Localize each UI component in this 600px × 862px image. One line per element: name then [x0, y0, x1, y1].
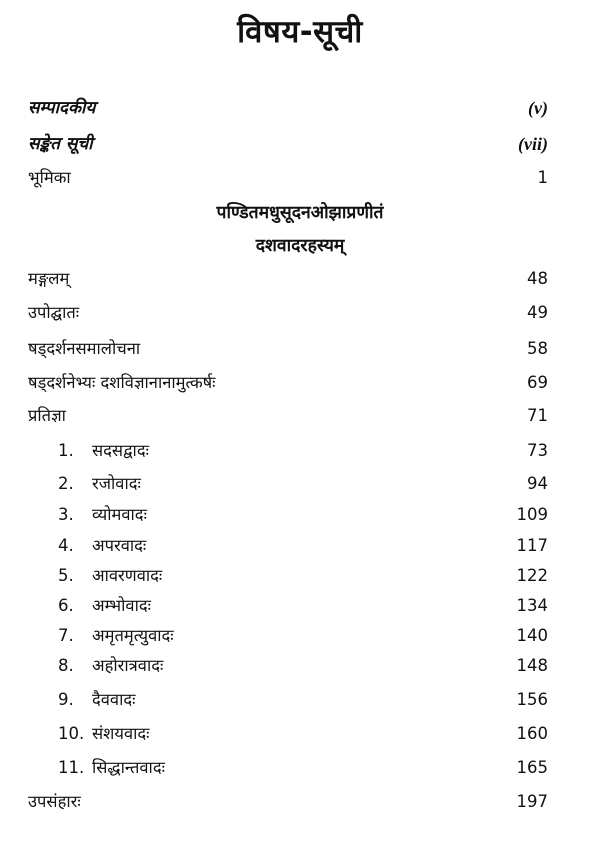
- toc-entry-shaddarshana-samalochana[interactable]: [28, 334, 548, 364]
- toc-entry-label: उपोद्घातः: [28, 303, 80, 322]
- toc-entry-label: सदसद्वादः: [92, 441, 149, 460]
- toc-entry-bhumika[interactable]: [28, 163, 548, 193]
- toc-entry-label: संशयवादः: [92, 724, 150, 743]
- toc-entry-label: प्रतिज्ञा: [28, 406, 66, 425]
- toc-entry-page-number: 109: [516, 505, 548, 524]
- toc-entry-vada-2[interactable]: [28, 469, 548, 499]
- toc-entry-dashavijnana-utkarsha[interactable]: [28, 368, 548, 398]
- work-title-line-1: पण्डितमधुसूदनओझाप्रणीतं: [216, 203, 384, 223]
- toc-entry-page-number: 58: [527, 339, 548, 358]
- toc-entry-number: 7.: [58, 626, 74, 645]
- toc-entry-label: उपसंहारः: [28, 792, 81, 811]
- toc-entry-vada-9[interactable]: [28, 685, 548, 715]
- toc-entry-label: व्योमवादः: [92, 505, 147, 524]
- toc-entry-page-number: 134: [516, 596, 548, 615]
- toc-entry-label: अहोरात्रवादः: [92, 656, 164, 675]
- toc-entry-page-number: (vii): [518, 134, 548, 154]
- toc-entry-page-number: 117: [516, 536, 548, 555]
- toc-entry-sanketa-suchi[interactable]: [28, 129, 548, 159]
- toc-entry-page-number: 73: [527, 441, 548, 460]
- toc-entry-label: सङ्केत सूची: [28, 134, 93, 154]
- toc-entry-label: सम्पादकीय: [28, 98, 96, 118]
- work-title-line-2: दशवादरहस्यम्: [255, 236, 345, 256]
- page-title: विषय-सूची: [237, 14, 363, 50]
- toc-entry-number: 9.: [58, 690, 74, 709]
- toc-entry-vada-5[interactable]: [28, 561, 548, 591]
- toc-entry-vada-1[interactable]: [28, 436, 548, 466]
- toc-entry-page-number: (v): [528, 98, 548, 118]
- toc-entry-pratijna[interactable]: [28, 401, 548, 431]
- toc-entry-page-number: 48: [527, 269, 548, 288]
- toc-entry-label: अमृतमृत्युवादः: [92, 626, 174, 645]
- toc-entry-page-number: 122: [516, 566, 548, 585]
- toc-entry-number: 3.: [58, 505, 74, 524]
- toc-entry-page-number: 197: [516, 792, 548, 811]
- toc-entry-vada-8[interactable]: [28, 651, 548, 681]
- toc-entry-page-number: 140: [516, 626, 548, 645]
- toc-entry-page-number: 49: [527, 303, 548, 322]
- toc-entry-vada-10[interactable]: [28, 719, 548, 749]
- toc-entry-sampadakiya[interactable]: [28, 93, 548, 123]
- toc-entry-number: 5.: [58, 566, 74, 585]
- toc-entry-vada-4[interactable]: [28, 531, 548, 561]
- toc-entry-label: भूमिका: [28, 168, 71, 187]
- toc-entry-mangalam[interactable]: [28, 264, 548, 294]
- toc-entry-vada-11[interactable]: [28, 753, 548, 783]
- toc-entry-label: मङ्गलम्: [28, 269, 70, 288]
- toc-entry-page-number: 71: [527, 406, 548, 425]
- toc-entry-vada-3[interactable]: [28, 500, 548, 530]
- toc-entry-label: आवरणवादः: [92, 566, 163, 585]
- toc-entry-number: 4.: [58, 536, 74, 555]
- toc-entry-number: 1.: [58, 441, 74, 460]
- toc-entry-label: षड्दर्शनसमालोचना: [28, 339, 141, 358]
- toc-entry-label: दैववादः: [92, 690, 136, 709]
- toc-entry-number: 6.: [58, 596, 74, 615]
- toc-entry-label: अम्भोवादः: [92, 596, 151, 615]
- toc-entry-upasamhara[interactable]: [28, 787, 548, 817]
- toc-entry-number: 11.: [58, 758, 85, 777]
- toc-entry-label: अपरवादः: [92, 536, 147, 555]
- toc-entry-vada-7[interactable]: [28, 621, 548, 651]
- toc-entry-page-number: 165: [516, 758, 548, 777]
- toc-entry-number: 8.: [58, 656, 74, 675]
- toc-entry-page-number: 69: [527, 373, 548, 392]
- toc-entry-page-number: 148: [516, 656, 548, 675]
- toc-entry-label: षड्दर्शनेभ्यः दशविज्ञानानामुत्कर्षः: [28, 373, 216, 392]
- toc-entry-upodghata[interactable]: [28, 298, 548, 328]
- toc-entry-number: 10.: [58, 724, 85, 743]
- toc-entry-number: 2.: [58, 474, 74, 493]
- toc-entry-label: सिद्धान्तवादः: [92, 758, 165, 777]
- toc-entry-page-number: 156: [516, 690, 548, 709]
- toc-entry-label: रजोवादः: [92, 474, 141, 493]
- toc-entry-page-number: 160: [516, 724, 548, 743]
- toc-entry-page-number: 94: [527, 474, 548, 493]
- toc-entry-page-number: 1: [537, 168, 548, 187]
- toc-entry-vada-6[interactable]: [28, 591, 548, 621]
